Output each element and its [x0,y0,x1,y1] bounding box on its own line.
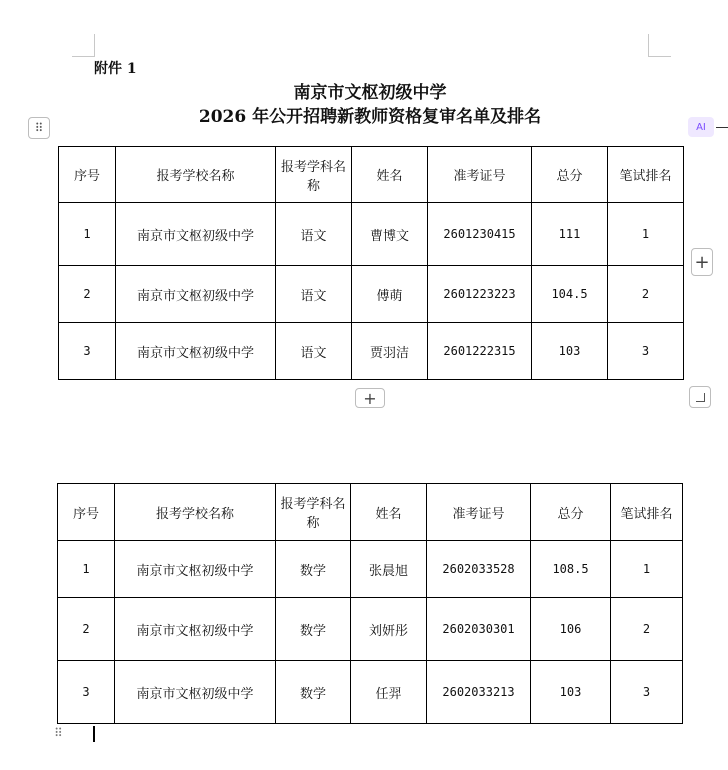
cell-name: 任羿 [351,661,427,724]
cell-rank: 2 [608,266,684,323]
ai-toolbar-divider [716,127,728,128]
cell-total: 108.5 [531,541,611,598]
cell-rank: 2 [611,598,683,661]
cell-index: 2 [58,598,115,661]
cell-subject: 数学 [276,541,351,598]
document-title-line2: 2026 年公开招聘新教师资格复审名单及排名 [198,107,542,127]
header-index: 序号 [59,147,116,203]
cell-school: 南京市文枢初级中学 [115,541,276,598]
table-resize-handle-icon[interactable] [689,386,711,408]
cell-name: 刘妍彤 [351,598,427,661]
cell-subject: 数学 [276,661,351,724]
cell-total: 103 [532,323,608,380]
table-header-row [59,147,684,203]
header-total: 总分 [531,484,611,541]
cell-index: 3 [59,323,116,380]
cell-rank: 3 [608,323,684,380]
cell-exam-no: 2601230415 [428,203,532,266]
applicant-table-math [57,483,683,724]
cell-school: 南京市文枢初级中学 [116,203,276,266]
header-name: 姓名 [351,484,427,541]
cell-index: 1 [58,541,115,598]
cell-index: 1 [59,203,116,266]
table-row [59,323,684,380]
ai-assistant-button[interactable]: AI [688,117,714,137]
table-move-handle-icon[interactable]: ⠿ [28,117,50,139]
page-corner-mark-top-right [648,34,671,57]
cell-school: 南京市文枢初级中学 [115,598,276,661]
cell-rank: 1 [608,203,684,266]
text-cursor [93,726,95,742]
cell-total: 106 [531,598,611,661]
header-subject: 报考学科名称 [276,484,351,541]
cell-name: 张晨旭 [351,541,427,598]
cell-exam-no: 2602033213 [427,661,531,724]
header-school: 报考学校名称 [115,484,276,541]
cell-subject: 语文 [276,203,352,266]
header-rank: 笔试排名 [608,147,684,203]
header-exam-no: 准考证号 [428,147,532,203]
page-corner-mark-top-left [72,34,95,57]
cell-school: 南京市文枢初级中学 [116,323,276,380]
cell-subject: 语文 [276,266,352,323]
header-exam-no: 准考证号 [427,484,531,541]
add-row-plus-icon[interactable]: + [355,388,385,408]
cell-total: 103 [531,661,611,724]
cell-rank: 1 [611,541,683,598]
cell-exam-no: 2602030301 [427,598,531,661]
cell-school: 南京市文枢初级中学 [116,266,276,323]
cell-total: 104.5 [532,266,608,323]
cell-exam-no: 2601222315 [428,323,532,380]
cell-name: 贾羽洁 [352,323,428,380]
table-row [59,266,684,323]
attachment-label: 附件 1 [94,61,137,77]
header-index: 序号 [58,484,115,541]
cell-total: 111 [532,203,608,266]
cell-name: 曹博文 [352,203,428,266]
paragraph-drag-handle-icon[interactable]: ⠿ [54,726,63,740]
cell-index: 3 [58,661,115,724]
document-title-line1: 南京市文枢初级中学 [293,83,447,103]
table-row [58,661,683,724]
cell-name: 傅萌 [352,266,428,323]
applicant-table-chinese [58,146,684,380]
table-header-row [58,484,683,541]
cell-index: 2 [59,266,116,323]
cell-exam-no: 2601223223 [428,266,532,323]
header-school: 报考学校名称 [116,147,276,203]
cell-subject: 语文 [276,323,352,380]
header-rank: 笔试排名 [611,484,683,541]
cell-subject: 数学 [276,598,351,661]
cell-exam-no: 2602033528 [427,541,531,598]
header-name: 姓名 [352,147,428,203]
table-row [59,203,684,266]
cell-rank: 3 [611,661,683,724]
header-total: 总分 [532,147,608,203]
header-subject: 报考学科名称 [276,147,352,203]
add-column-plus-icon[interactable]: + [691,248,713,276]
cell-school: 南京市文枢初级中学 [115,661,276,724]
table-row [58,598,683,661]
table-row [58,541,683,598]
